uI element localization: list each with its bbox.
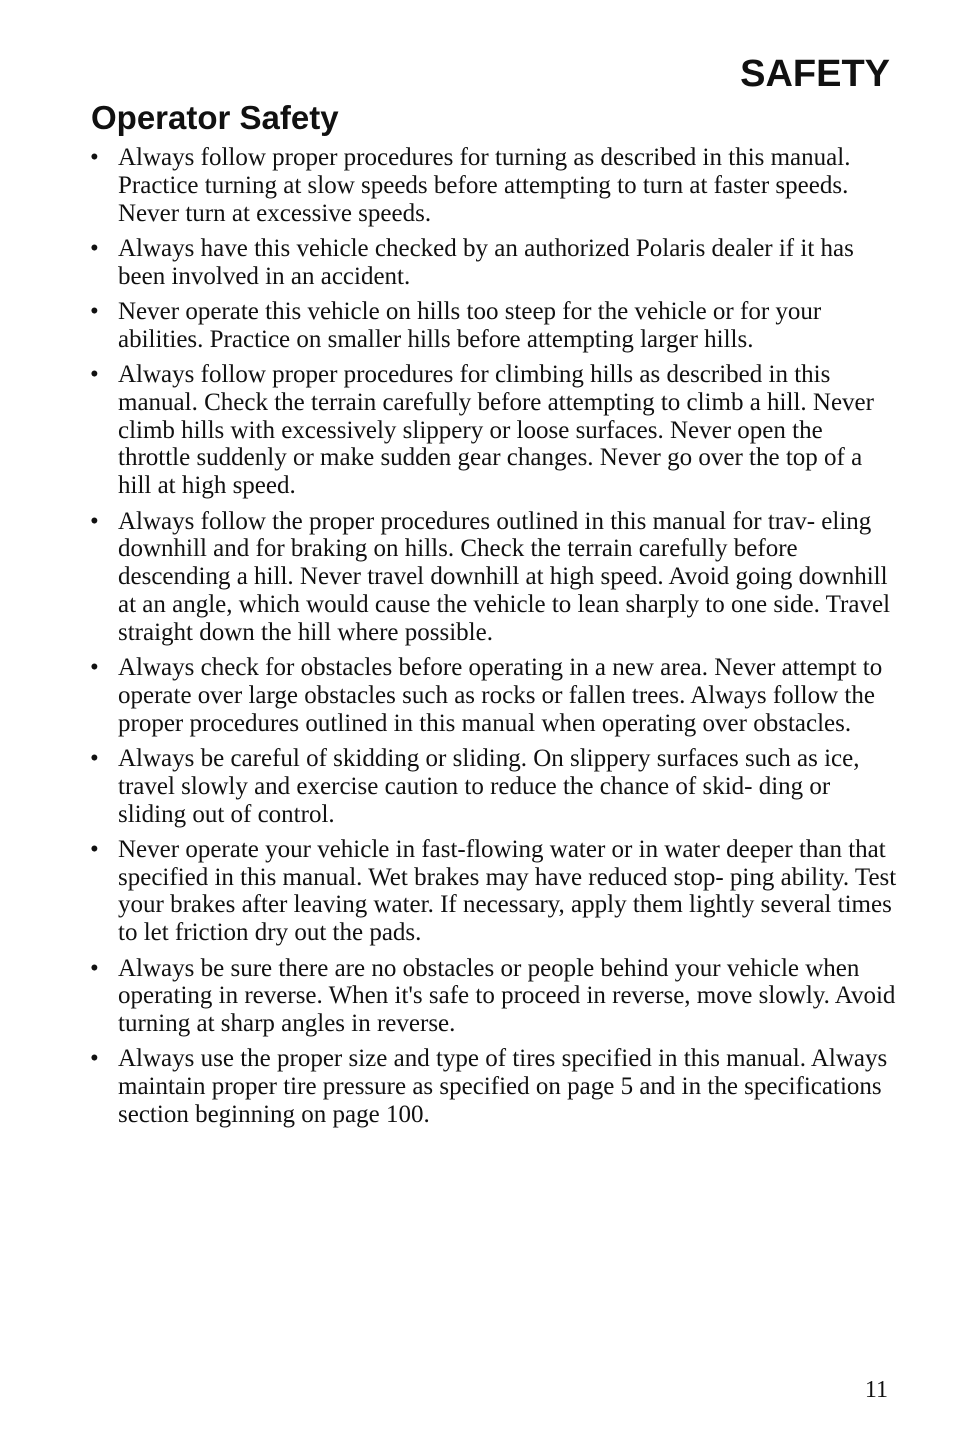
bullet-item: • Always follow proper procedures for turning as described in this manual. Practice turning at slow speeds before attempting to turn at faster speeds. Never turn at excessive speeds.	[118, 144, 898, 227]
section-title: Operator Safety	[91, 99, 339, 136]
bullet-item: • Never operate your vehicle in fast-flowing water or in water deeper than that specified in this manual. Wet brakes may have reduced stop- ping ability. Test your brakes after leaving water. If necessary, apply them lightly several times to let friction dry out the pads.	[118, 836, 898, 947]
bullet-item: • Always be sure there are no obstacles or people behind your vehicle when operating in reverse. When it's safe to proceed in reverse, move slowly. Avoid turning at sharp angles in reverse.	[118, 955, 898, 1038]
bullet-item: • Never operate this vehicle on hills too steep for the vehicle or for your abilities. Practice on smaller hills before attempting larger hills.	[118, 298, 898, 354]
bullet-item: • Always check for obstacles before operating in a new area. Never attempt to operate over large obstacles such as rocks or fallen trees. Always follow the proper procedures outlined in this manual when operating over obstacles.	[118, 654, 898, 737]
chapter-title: SAFETY	[740, 53, 890, 95]
bullet-item: • Always follow proper procedures for climbing hills as described in this manual. Check the terrain carefully before attempting to climb a hill. Never climb hills with excessively slippery or loose surfaces. Never open the throttle suddenly or make sudden gear changes. Never go over the top of a hill at high speed.	[118, 361, 898, 500]
bullet-item: • Always use the proper size and type of tires specified in this manual. Always maintain proper tire pressure as specified on page 5 and in the specifications section beginning on page 100.	[118, 1045, 898, 1128]
page-number: 11	[864, 1377, 888, 1403]
bullet-item: • Always be careful of skidding or sliding. On slippery surfaces such as ice, travel slowly and exercise caution to reduce the chance of skid- ding or sliding out of control.	[118, 745, 898, 828]
bullet-item: • Always follow the proper procedures outlined in this manual for trav- eling downhill and for braking on hills. Check the terrain carefully before descending a hill. Never travel downhill at high speed. Avoid going downhill at an angle, which would cause the vehicle to lean sharply to one side. Travel straight down the hill where possible.	[118, 508, 898, 647]
bullet-item: • Always have this vehicle checked by an authorized Polaris dealer if it has been involved in an accident.	[118, 235, 898, 291]
safety-bullet-list	[118, 144, 898, 1136]
